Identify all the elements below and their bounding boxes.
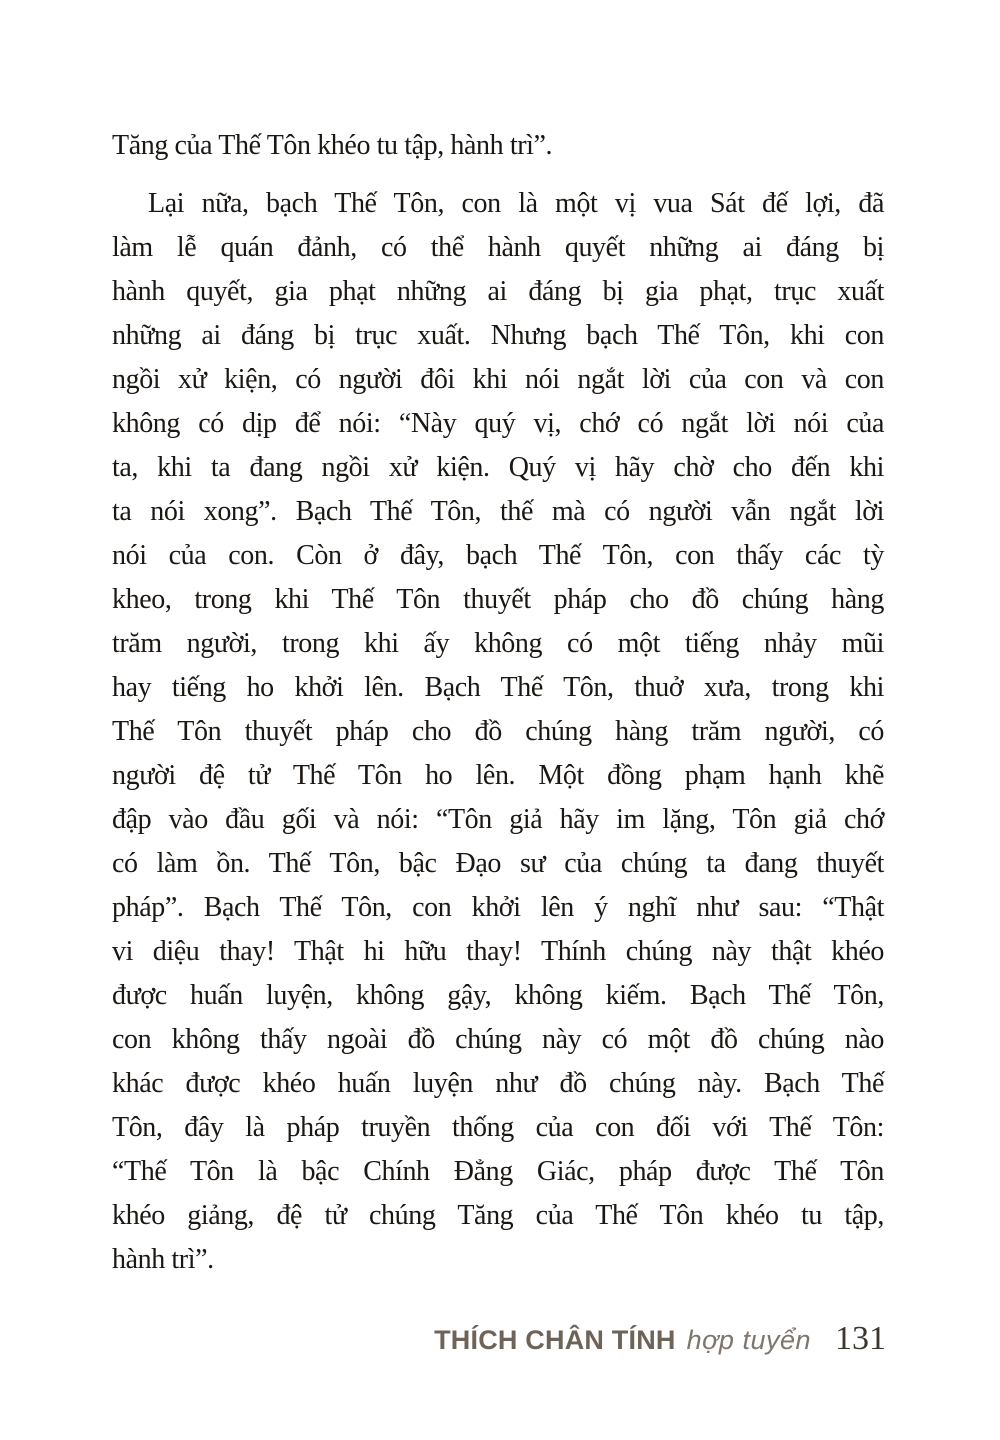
- text-line: được huấn luyện, không gậy, không kiếm. Bạch Thế Tôn,: [112, 980, 884, 1011]
- text-line: vi diệu thay! Thật hi hữu thay! Thính chúng này thật khéo: [112, 936, 884, 967]
- text-line: Tôn, đây là pháp truyền thống của con đối với Thế Tôn:: [112, 1112, 884, 1143]
- text-line: ngồi xử kiện, có người đôi khi nói ngắt lời của con và con: [112, 364, 884, 395]
- page-footer: [434, 1320, 886, 1358]
- text-line: “Thế Tôn là bậc Chính Đẳng Giác, pháp được Thế Tôn: [112, 1156, 884, 1187]
- text-line: những ai đáng bị trục xuất. Nhưng bạch Thế Tôn, khi con: [112, 320, 884, 351]
- text-line: đập vào đầu gối và nói: “Tôn giả hãy im lặng, Tôn giả chớ: [112, 804, 884, 835]
- text-line: người đệ tử Thế Tôn ho lên. Một đồng phạm hạnh khẽ: [112, 760, 884, 791]
- footer-book-subtitle: hợp tuyển: [686, 1325, 811, 1355]
- text-line: hay tiếng ho khởi lên. Bạch Thế Tôn, thuở xưa, trong khi: [112, 672, 884, 703]
- footer-author-name: THÍCH CHÂN TÍNH: [434, 1325, 676, 1355]
- text-line: nói của con. Còn ở đây, bạch Thế Tôn, con thấy các tỳ: [112, 540, 884, 571]
- page-body-text: [112, 124, 884, 1296]
- text-line: Lại nữa, bạch Thế Tôn, con là một vị vua Sát đế lợi, đã: [148, 188, 884, 219]
- text-line: kheo, trong khi Thế Tôn thuyết pháp cho đồ chúng hàng: [112, 584, 884, 615]
- text-line: hành quyết, gia phạt những ai đáng bị gia phạt, trục xuất: [112, 276, 884, 307]
- text-line: ta nói xong”. Bạch Thế Tôn, thế mà có người vẫn ngắt lời: [112, 496, 884, 527]
- text-line: khéo giảng, đệ tử chúng Tăng của Thế Tôn khéo tu tập,: [112, 1200, 884, 1231]
- text-line: Thế Tôn thuyết pháp cho đồ chúng hàng trăm người, có: [112, 716, 884, 747]
- text-line: không có dịp để nói: “Này quý vị, chớ có ngắt lời nói của: [112, 408, 884, 439]
- text-line: pháp”. Bạch Thế Tôn, con khởi lên ý nghĩ như sau: “Thật: [112, 892, 884, 923]
- text-line: trăm người, trong khi ấy không có một tiếng nhảy mũi: [112, 628, 884, 659]
- text-line: có làm ồn. Thế Tôn, bậc Đạo sư của chúng ta đang thuyết: [112, 848, 884, 879]
- text-line: Tăng của Thế Tôn khéo tu tập, hành trì”.: [112, 130, 553, 161]
- footer-page-number: 131: [835, 1320, 886, 1357]
- text-line: hành trì”.: [112, 1244, 214, 1275]
- text-line: khác được khéo huấn luyện như đồ chúng này. Bạch Thế: [112, 1068, 884, 1099]
- text-line: con không thấy ngoài đồ chúng này có một đồ chúng nào: [112, 1024, 884, 1055]
- text-line: làm lễ quán đảnh, có thể hành quyết những ai đáng bị: [112, 232, 884, 263]
- text-line: ta, khi ta đang ngồi xử kiện. Quý vị hãy chờ cho đến khi: [112, 452, 884, 483]
